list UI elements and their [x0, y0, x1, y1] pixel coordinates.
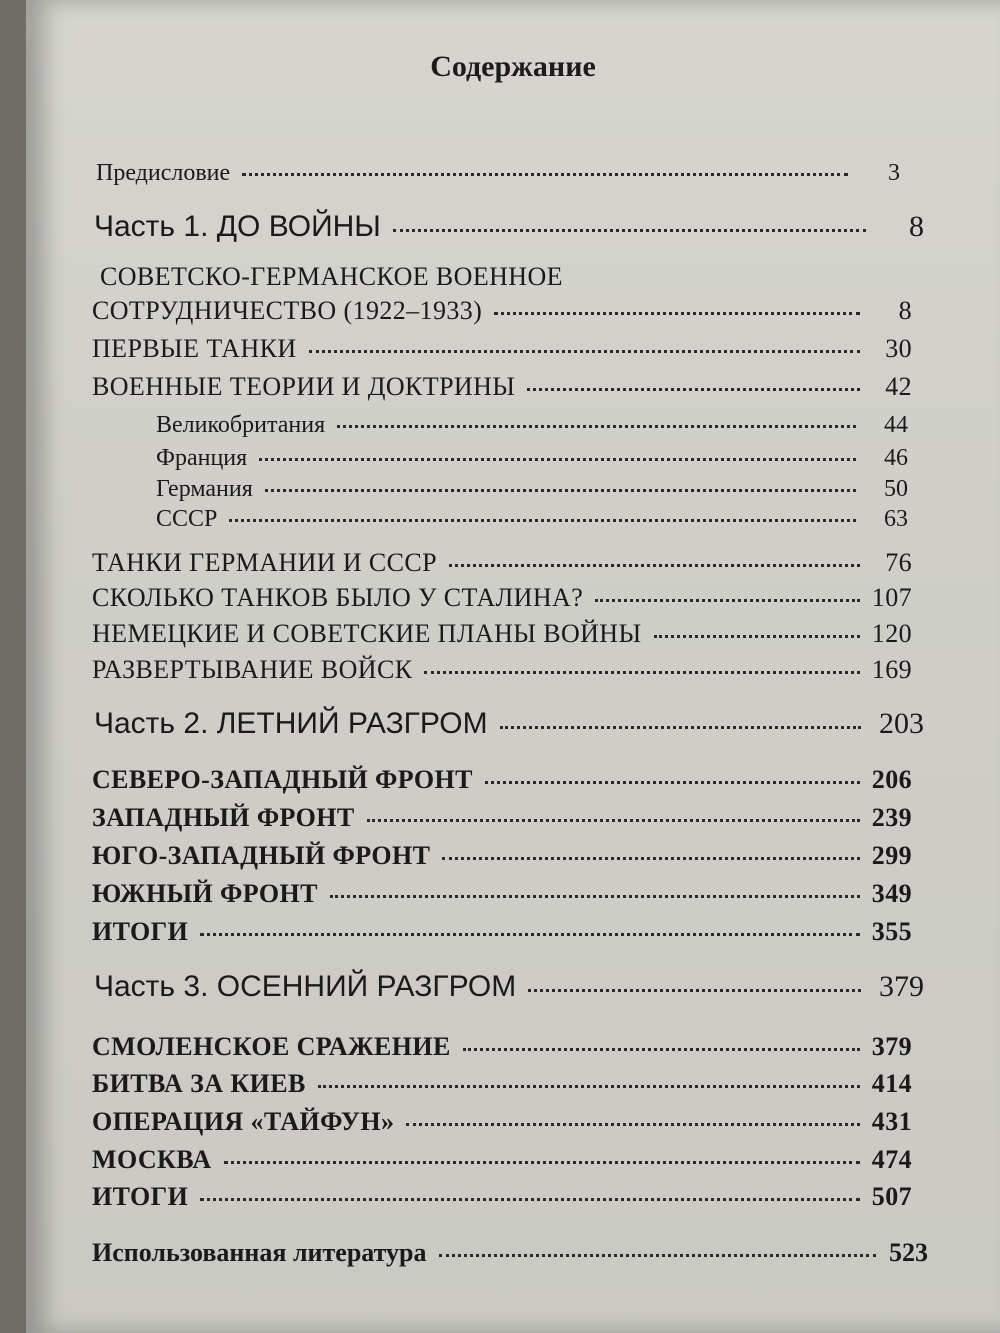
toc-entry-subsection: [156, 506, 908, 533]
entry-label: ЮЖНЫЙ ФРОНТ: [92, 879, 318, 908]
entry-label: Великобритания: [156, 412, 326, 438]
toc-entry-chapter: [92, 1069, 912, 1099]
toc-entry-chapter: [92, 372, 912, 402]
entry-page: 3: [888, 160, 900, 186]
dot-leader: [424, 671, 859, 674]
entry-page: 107: [871, 583, 912, 612]
toc-entry-literature: [92, 1238, 928, 1268]
dot-leader: [449, 564, 860, 567]
dot-leader: [224, 1161, 860, 1164]
part-title: Часть 2. ЛЕТНИЙ РАЗГРОМ: [94, 707, 488, 740]
entry-label: СКОЛЬКО ТАНКОВ БЫЛО У СТАЛИНА?: [92, 583, 584, 612]
entry-label: ИТОГИ: [92, 917, 189, 946]
part-title: Часть 1. ДО ВОЙНЫ: [94, 210, 381, 243]
book-page: [26, 0, 1000, 1333]
dot-leader: [259, 458, 856, 461]
dot-leader: [527, 388, 860, 391]
entry-page: 349: [871, 879, 912, 908]
dot-leader: [500, 726, 861, 729]
entry-label: СМОЛЕНСКОЕ СРАЖЕНИЕ: [92, 1032, 451, 1061]
dot-leader: [654, 635, 860, 638]
entry-label: МОСКВА: [92, 1145, 212, 1174]
part-page: 203: [879, 707, 924, 740]
toc-part-2: [94, 707, 924, 741]
dot-leader: [229, 519, 856, 522]
entry-label: СОТРУДНИЧЕСТВО (1922–1933): [92, 296, 483, 325]
entry-label: ЗАПАДНЫЙ ФРОНТ: [92, 803, 355, 832]
entry-page: 507: [871, 1182, 912, 1211]
toc-entry-chapter: [92, 803, 912, 833]
part-page: 379: [879, 970, 924, 1003]
toc-entry-chapter: [92, 619, 912, 649]
dot-leader: [200, 1198, 860, 1201]
dot-leader: [337, 425, 856, 428]
entry-label: Использованная литература: [92, 1238, 427, 1267]
entry-label: Предисловие: [96, 160, 231, 186]
entry-page: 120: [871, 619, 912, 648]
entry-page: 46: [884, 445, 908, 471]
entry-label: ПЕРВЫЕ ТАНКИ: [92, 334, 297, 363]
entry-page: 63: [884, 506, 908, 532]
entry-label: ТАНКИ ГЕРМАНИИ И СССР: [92, 548, 438, 577]
dot-leader: [200, 933, 860, 936]
entry-label: СССР: [156, 506, 218, 532]
entry-label: Германия: [156, 476, 253, 502]
dot-leader: [485, 781, 860, 784]
dot-leader: [318, 1085, 860, 1088]
dot-leader: [367, 819, 860, 822]
dot-leader: [265, 489, 856, 492]
toc-entry-subsection: [156, 445, 908, 472]
entry-page: 8: [898, 296, 912, 325]
toc-entry-chapter: [92, 1107, 912, 1137]
dot-leader: [528, 989, 861, 992]
entry-page: 379: [871, 1032, 912, 1061]
toc-heading: Содержание: [430, 50, 596, 83]
dot-leader: [494, 312, 860, 315]
toc-entry-chapter: [92, 1182, 912, 1212]
entry-label: ВОЕННЫЕ ТЕОРИИ И ДОКТРИНЫ: [92, 372, 516, 401]
toc-entry-chapter: [92, 655, 912, 685]
entry-label: РАЗВЕРТЫВАНИЕ ВОЙСК: [92, 655, 413, 684]
entry-page: 239: [871, 803, 912, 832]
toc-part-1: [94, 210, 924, 244]
dot-leader: [463, 1048, 860, 1051]
entry-page: 42: [885, 372, 912, 401]
dot-leader: [309, 350, 860, 353]
part-page: 8: [909, 210, 924, 243]
toc-entry-chapter: [92, 917, 912, 947]
entry-page: 30: [885, 334, 912, 363]
entry-label: СЕВЕРО-ЗАПАДНЫЙ ФРОНТ: [92, 765, 473, 794]
toc-entry-chapter: [92, 296, 912, 326]
entry-label: НЕМЕЦКИЕ И СОВЕТСКИЕ ПЛАНЫ ВОЙНЫ: [92, 619, 642, 648]
entry-page: 355: [871, 917, 912, 946]
toc-part-3: [94, 970, 924, 1004]
dot-leader: [330, 895, 860, 898]
entry-page: 523: [889, 1238, 928, 1267]
toc-entry-preface: [96, 160, 900, 187]
toc-entry-subsection: [156, 476, 908, 503]
toc-entry-chapter: [92, 583, 912, 613]
chapter-title-line1: СОВЕТСКО-ГЕРМАНСКОЕ ВОЕННОЕ: [100, 262, 563, 291]
entry-label: ИТОГИ: [92, 1182, 189, 1211]
dot-leader: [442, 857, 859, 860]
entry-page: 431: [871, 1107, 912, 1136]
entry-label: ОПЕРАЦИЯ «ТАЙФУН»: [92, 1107, 395, 1136]
toc-entry-chapter: [92, 1145, 912, 1175]
dot-leader: [406, 1123, 859, 1126]
toc-entry-subsection: [156, 412, 908, 439]
toc-entry-chapter: [92, 334, 912, 364]
entry-page: 299: [871, 841, 912, 870]
toc-entry-chapter: [92, 765, 912, 795]
entry-label: Франция: [156, 445, 248, 471]
toc-entry-chapter: [92, 879, 912, 909]
dot-leader: [439, 1254, 876, 1257]
entry-page: 474: [871, 1145, 912, 1174]
entry-page: 50: [884, 476, 908, 502]
dot-leader: [393, 229, 866, 232]
entry-page: 76: [885, 548, 912, 577]
toc-entry-chapter: [92, 1032, 912, 1062]
dot-leader: [242, 173, 848, 176]
dot-leader: [595, 599, 860, 602]
entry-page: 206: [871, 765, 912, 794]
part-title: Часть 3. ОСЕННИЙ РАЗГРОМ: [94, 970, 517, 1003]
toc-entry-chapter: [92, 548, 912, 578]
entry-page: 44: [884, 412, 908, 438]
entry-page: 169: [871, 655, 912, 684]
entry-label: БИТВА ЗА КИЕВ: [92, 1069, 306, 1098]
toc-entry-chapter: [92, 841, 912, 871]
entry-label: ЮГО-ЗАПАДНЫЙ ФРОНТ: [92, 841, 431, 870]
entry-page: 414: [871, 1069, 912, 1098]
